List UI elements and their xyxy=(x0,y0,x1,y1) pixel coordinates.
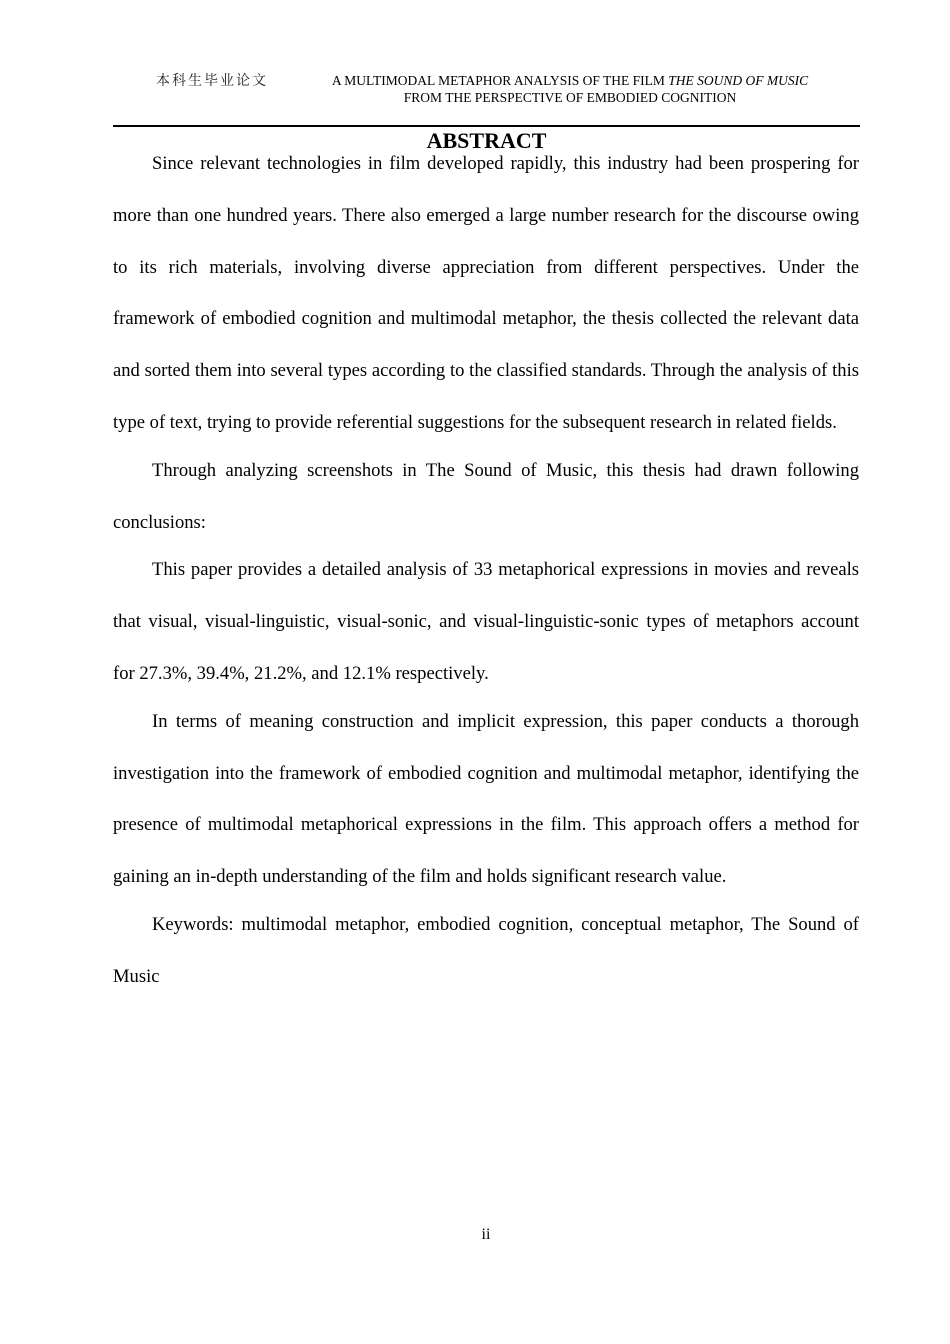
running-header-line-1 xyxy=(300,72,840,89)
abstract-body xyxy=(113,138,859,999)
keywords-paragraph: Keywords: multimodal metaphor, embodied cognition, conceptual metaphor, The Sound of Music xyxy=(113,913,859,987)
running-header-line-2: FROM THE PERSPECTIVE OF EMBODIED COGNITION xyxy=(403,90,737,105)
abstract-paragraph-4: In terms of meaning construction and implicit expression, this paper conducts a thorough investigation into the framework of embodied cognition and multimodal metaphor, identifying the presence of multimodal metaphorical expressions in the film. This approach offers a method for gaining an in-depth understanding of the film and holds significant research value. xyxy=(113,710,859,888)
header-rule xyxy=(113,125,860,127)
header-thesis-label: 本科生毕业论文 xyxy=(156,73,268,89)
running-header-film-title: THE SOUND OF MUSIC xyxy=(668,73,809,88)
abstract-paragraph-2: Through analyzing screenshots in The Sound of Music, this thesis had drawn following conclusions: xyxy=(113,459,859,533)
abstract-heading: ABSTRACT xyxy=(426,128,547,153)
running-header-prefix: A MULTIMODAL METAPHOR ANALYSIS OF THE FILM xyxy=(331,73,669,88)
page-number: ii xyxy=(481,1226,491,1243)
abstract-paragraph-1: Since relevant technologies in film developed rapidly, this industry had been prospering for more than one hundred years. There also emerged a large number research for the discourse owing to its rich materials, involving diverse appreciation from different perspectives. Under the framework of embodied cognition and multimodal metaphor, the thesis collected the relevant data and sorted them into several types according to the classified standards. Through the analysis of this type of text, trying to provide referential suggestions for the subsequent research in related fields. xyxy=(113,153,859,433)
running-header-title xyxy=(300,72,840,106)
abstract-paragraph-3: This paper provides a detailed analysis of 33 metaphorical expressions in movies and reveals that visual, visual-linguistic, visual-sonic, and visual-linguistic-sonic types of metaphors account for 27.3%, 39.4%, 21.2%, and 12.1% respectively. xyxy=(113,559,859,684)
